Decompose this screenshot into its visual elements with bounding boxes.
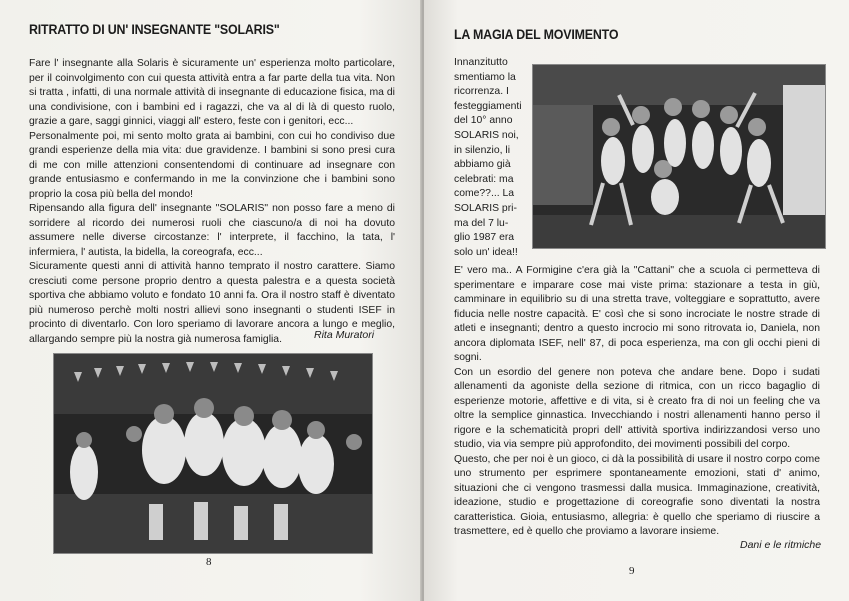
- left-article-body: [29, 57, 395, 347]
- intro-line: ma del 7 lu-: [454, 217, 509, 229]
- right-signature: Dani e le ritmiche: [740, 539, 822, 551]
- paragraph: Questo, che per noi è un gioco, ci dà la possibilità di usare il nostro corpo come uno strumento per esprimere spontaneamente emozioni, stati d' animo, situazioni che ci vengono trasmessi dalla musica. Immaginazione, creatività, ideazione, studio e progettazione di coreografie sono diventati la nostra caratteristica. Gioia, entusiasmo, allegria: è quello che speriamo di riuscire a trasmettere, ed è quello che proviamo a lavorare insieme.: [454, 453, 820, 537]
- paragraph: Ripensando alla figura dell' insegnante "SOLARIS" non posso fare a meno di sorridere al ricordo dei numerosi ruoli che ciascuno/a di noi ha dovuto assumere nelle diverse circostanze: l' interprete, il facchino, la tata, l' infermiera, l' autista, la bidella, la coreografa, ecc...: [29, 203, 395, 258]
- intro-line: del 10° anno: [454, 115, 513, 127]
- intro-column: [454, 56, 524, 260]
- paragraph: Sicuramente questi anni di attività hanno temprato il nostro carattere. Siamo cresciuti come persone proprio dentro a questa palestra e a questa società sportiva che abbiamo voluto e fondato 10 anni fa. Ora il nostro staff è diventato più numeroso perchè molti nostri allievi sono insegnanti o studenti ISEF in procinto di diventarlo. Con loro speriamo di lavorare ancora a lungo e meglio, allargando sempre più la nostra già numerosa famiglia.: [29, 261, 395, 345]
- intro-line: ricorrenza. I: [454, 86, 509, 98]
- paragraph: Con un esordio del genere non poteva che andare bene. Dopo i sudati allenamenti da agoniste della sezione di ritmica, con un ricco bagaglio di esperienze motorie, affettive e di vita, si è creato fra di noi un feeling che va oltre la semplice ginnastica. Invecchiando i nostri allenamenti hanno perso il rigore e la schematicità propri dell' attività sportiva indirizzandosi verso uno studio, via via sempre più approfondito, dei movimenti possibili del corpo.: [454, 366, 820, 450]
- dancers-photo-image: [533, 65, 825, 248]
- left-signature: Rita Muratori: [314, 329, 375, 341]
- intro-line: SOLARIS noi,: [454, 129, 519, 141]
- right-page: [424, 0, 849, 601]
- paragraph: Personalmente poi, mi sento molto grata ai bambini, con cui ho condiviso due grandi esperienze della mia vita: due gravidenze. I bambini si sono presi cura di me con mille attenzioni consentendomi di continuare ad insegnare con grande entusiasmo e confermando in me la convinzione che i bambini sono proprio la cosa più bella del mondo!: [29, 130, 395, 200]
- right-page-number: 9: [629, 565, 635, 577]
- paragraph: E' vero ma.. A Formigine c'era già la "Cattani" che a scuola ci permetteva di sperimentare e imparare cose mai viste prima: stazionare a testa in giù, camminare in equilibrio su di una stretta trave, volteggiare e soprattutto, avere fiducia nelle nostre capacità. E' così che si sono incrociate le nostre strade di atleti e insegnanti; dentro a questo incrocio mi sono ritrovata io, Daniela, non ancora diplomata ISEF, nell' 87, di poca esperienza, ma con gli occhi pieni di sogni.: [454, 265, 820, 363]
- right-page-title: LA MAGIA DEL MOVIMENTO: [454, 27, 619, 42]
- intro-line: come??... La: [454, 188, 515, 200]
- intro-line: glio 1987 era: [454, 232, 515, 244]
- intro-line: in silenzio, li: [454, 144, 511, 156]
- left-page-number: 8: [206, 556, 212, 568]
- intro-line: abbiamo già: [454, 159, 511, 171]
- intro-line: smentiamo la: [454, 71, 516, 83]
- intro-line: solo un' idea!!: [454, 246, 518, 258]
- intro-line: festeggiamenti: [454, 100, 522, 112]
- intro-line: Innanzitutto: [454, 57, 508, 68]
- intro-line: celebrati: ma: [454, 173, 514, 185]
- right-article-body: [454, 264, 820, 540]
- group-photo: [53, 353, 373, 554]
- dancers-photo: [532, 64, 826, 249]
- paragraph: Fare l' insegnante alla Solaris è sicuramente un' esperienza molto particolare, per il coinvolgimento con cui questa attività entra a far parte della tua vita. Non si tratta , infatti, di una normale attività di insegnante di educazione fisica, ma di una condivisione, con i bambini ed i ragazzi, che va al di là di questo ruolo, grazie a gare, saggi ginnici, viaggi all' estero, feste con i genitori, ecc...: [29, 58, 395, 127]
- left-page-title: RITRATTO DI UN' INSEGNANTE "SOLARIS": [29, 22, 280, 37]
- left-page: [0, 0, 422, 601]
- group-photo-image: [54, 354, 372, 553]
- intro-line: SOLARIS pri-: [454, 202, 517, 214]
